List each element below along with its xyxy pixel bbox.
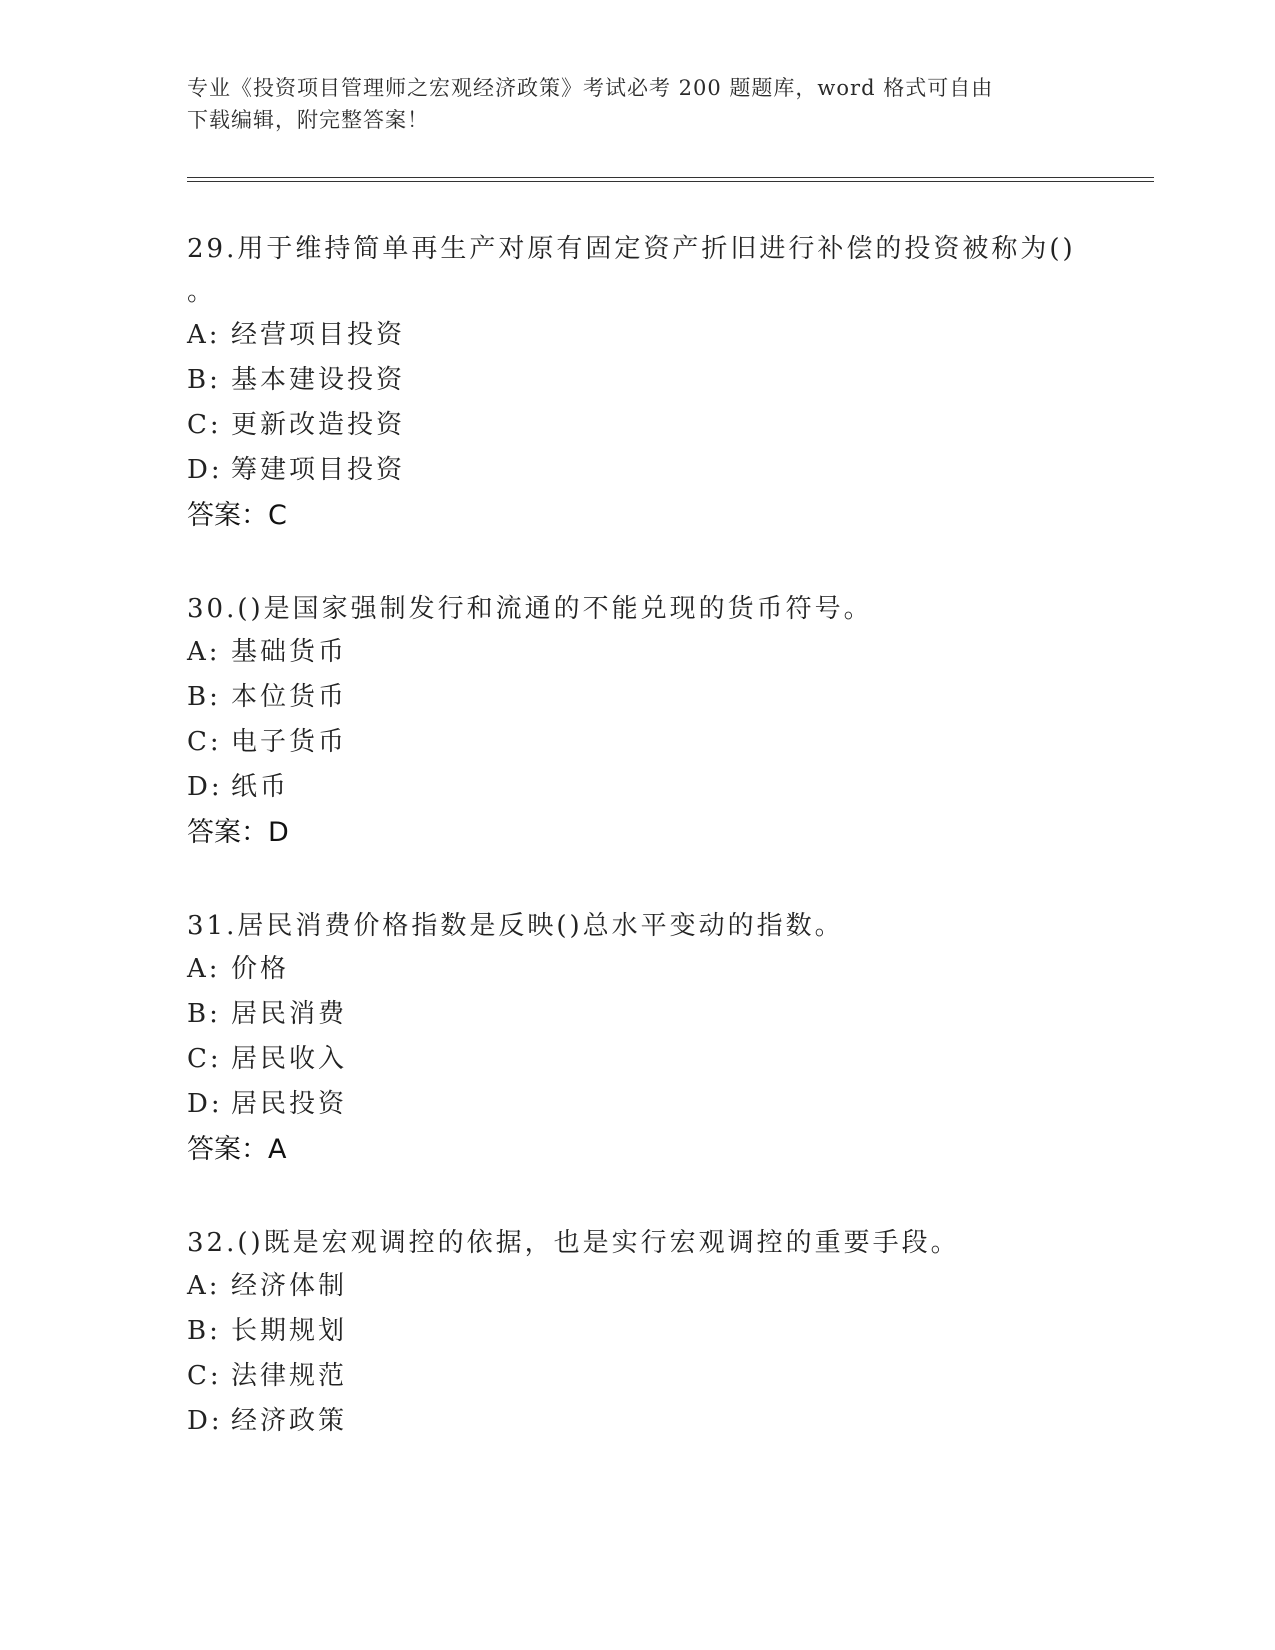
option-text: 纸币 [231,772,290,802]
option-d [187,1406,1087,1436]
option-text: 价格 [231,954,290,984]
header-divider-top [187,177,1154,178]
question-list [187,234,1087,1451]
answer-label: 答案：A [187,1134,287,1165]
option-letter: B: [187,999,221,1029]
option-text: 经济体制 [231,1271,348,1301]
option-letter: B: [187,1316,221,1346]
option-a [187,1271,1087,1301]
question-spacer [187,532,1087,594]
option-letter: D: [187,455,223,485]
option-text: 长期规划 [231,1316,348,1346]
option-text: 更新改造投资 [231,410,406,440]
header-line-2: 下载编辑，附完整答案！ [187,108,429,132]
option-d [187,1089,1087,1119]
option-text: 筹建项目投资 [231,455,406,485]
option-c [187,1044,1087,1074]
option-a [187,637,1087,667]
document-header [187,72,1067,136]
option-letter: C: [187,410,222,440]
header-divider-bottom [187,181,1154,182]
question-29 [187,234,1087,532]
header-line-1: 专业《投资项目管理师之宏观经济政策》考试必考 200 题题库，word 格式可自由 [187,76,994,100]
option-text: 法律规范 [231,1361,348,1391]
option-text: 电子货币 [231,727,348,757]
option-letter: B: [187,682,221,712]
option-c [187,410,1087,440]
option-letter: C: [187,727,222,757]
question-32 [187,1228,1087,1436]
option-b [187,365,1087,395]
question-stem: 30.()是国家强制发行和流通的不能兑现的货币符号。 [187,594,873,624]
option-b [187,1316,1087,1346]
option-letter: B: [187,365,221,395]
option-text: 居民消费 [231,999,348,1029]
option-text: 基础货币 [231,637,348,667]
option-letter: D: [187,1089,223,1119]
option-text: 经营项目投资 [231,320,406,350]
option-letter: A: [187,637,221,667]
option-c [187,727,1087,757]
option-d [187,455,1087,485]
option-text: 本位货币 [231,682,348,712]
question-spacer [187,1166,1087,1228]
option-text: 居民投资 [231,1089,348,1119]
question-spacer [187,849,1087,911]
option-a [187,320,1087,350]
option-letter: A: [187,954,221,984]
option-letter: A: [187,1271,221,1301]
question-stem: 31.居民消费价格指数是反映()总水平变动的指数。 [187,911,844,941]
option-text: 经济政策 [231,1406,348,1436]
question-stem: 29.用于维持简单再生产对原有固定资产折旧进行补偿的投资被称为() [187,234,1076,264]
answer-label: 答案：D [187,817,289,848]
question-stem: 32.()既是宏观调控的依据，也是实行宏观调控的重要手段。 [187,1228,960,1258]
option-a [187,954,1087,984]
option-c [187,1361,1087,1391]
option-text: 基本建设投资 [231,365,406,395]
option-b [187,682,1087,712]
option-letter: D: [187,1406,223,1436]
option-b [187,999,1087,1029]
question-30 [187,594,1087,849]
answer-label: 答案：C [187,500,287,531]
option-letter: D: [187,772,223,802]
option-text: 居民收入 [231,1044,348,1074]
question-31 [187,911,1087,1166]
option-letter: C: [187,1361,222,1391]
question-stem-continuation: 。 [187,277,214,307]
option-letter: A: [187,320,221,350]
option-d [187,772,1087,802]
option-letter: C: [187,1044,222,1074]
